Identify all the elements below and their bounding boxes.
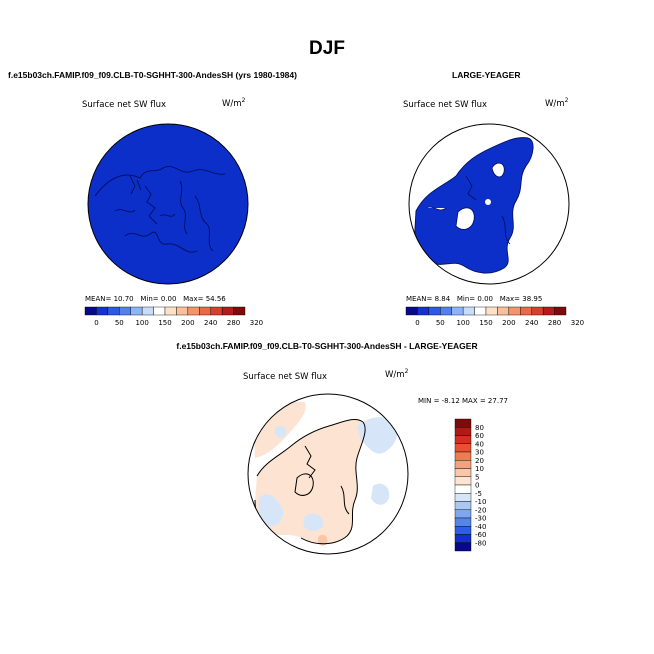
panel-2-colorbar-tick-2: 100 xyxy=(456,319,470,327)
panel-1-colorbar-tick-5: 240 xyxy=(204,319,218,327)
panel-3-colorbar-swatch-12 xyxy=(455,518,471,526)
panel-3-colorbar-swatch-7 xyxy=(455,477,471,485)
panel-3-colorbar-label-0: 80 xyxy=(475,423,484,432)
panel-3-colorbar-swatch-0 xyxy=(455,419,471,427)
panel-1-colorbar-swatch-4 xyxy=(131,307,142,315)
panel-2-colorbar-swatch-9 xyxy=(509,307,520,315)
panel-2-case-title: LARGE-YEAGER xyxy=(452,70,521,80)
panel-3-colorbar-label-3: 30 xyxy=(475,448,484,457)
panel-3-colorbar-label-4: 20 xyxy=(475,456,484,465)
panel-1-polar-map xyxy=(85,116,251,292)
panel-3-stats: MIN = -8.12 MAX = 27.77 xyxy=(418,397,508,405)
panel-2-colorbar-tick-4: 200 xyxy=(502,319,516,327)
panel-3-colorbar-label-9: -10 xyxy=(475,498,487,506)
panel-3-polar-map xyxy=(245,386,411,562)
panel-3-colorbar-swatch-2 xyxy=(455,436,471,444)
panel-3-colorbar-label-6: 5 xyxy=(475,473,480,482)
panel-1-colorbar-tick-1: 50 xyxy=(114,319,124,327)
panel-1-colorbar-swatch-1 xyxy=(96,307,107,315)
panel-1-ocean-field xyxy=(85,116,251,292)
panel-1-colorbar-swatch-2 xyxy=(108,307,119,315)
panel-3-colorbar-label-13: -60 xyxy=(475,531,487,539)
panel-1-colorbar-tick-6: 280 xyxy=(226,319,241,327)
panel-1-colorbar-swatch-8 xyxy=(176,307,187,315)
panel-3-colorbar-label-11: -30 xyxy=(475,514,487,523)
panel-3-colorbar-label-14: -80 xyxy=(475,539,487,548)
panel-2-units: $W/m^2$ xyxy=(545,97,569,109)
panel-3-case-title: f.e15b03ch.FAMIP.f09_f09.CLB-T0-SGHHT-300-AndesSH - LARGE-YEAGER xyxy=(176,341,478,351)
panel-2-colorbar-swatch-2 xyxy=(429,307,440,315)
panel-3-colorbar-label-10: -20 xyxy=(475,506,487,515)
panel-3-colorbar-swatch-3 xyxy=(455,444,471,452)
panel-3-colorbar-swatch-4 xyxy=(455,452,471,460)
panel-3-colorbar-swatch-13 xyxy=(455,526,471,534)
panel-3-colorbar-label-12: -40 xyxy=(475,522,487,531)
panel-3-colorbar-swatch-6 xyxy=(455,469,471,477)
panel-3-colorbar xyxy=(455,419,515,553)
panel-1-units: $W/m^2$ xyxy=(222,97,246,109)
panel-2-colorbar-swatch-12 xyxy=(543,307,554,315)
panel-3-colorbar-label-8: -5 xyxy=(475,489,482,498)
panel-3-colorbar-swatch-5 xyxy=(455,460,471,468)
panel-3-variable-label: Surface net SW flux xyxy=(243,372,328,382)
panel-3-colorbar-swatch-9 xyxy=(455,493,471,501)
panel-1-colorbar-swatch-0 xyxy=(85,307,96,315)
panel-2-colorbar-tick-6: 280 xyxy=(547,319,562,327)
panel-1-colorbar-swatch-12 xyxy=(222,307,233,315)
panel-2-colorbar-swatch-7 xyxy=(486,307,497,315)
panel-1-colorbar-swatch-3 xyxy=(119,307,130,315)
panel-1-colorbar-tick-7: 320 xyxy=(249,319,264,327)
panel-2-colorbar-swatch-3 xyxy=(440,307,451,315)
panel-1-colorbar-swatch-5 xyxy=(142,307,153,315)
panel-3-colorbar-swatch-1 xyxy=(455,427,471,435)
panel-2-colorbar-tick-0: 0 xyxy=(415,319,420,327)
panel-2-colorbar xyxy=(406,307,585,329)
panel-1-stats: MEAN= 10.70 Min= 0.00 Max= 54.56 xyxy=(85,295,226,303)
panel-1-colorbar xyxy=(85,307,264,329)
panel-3-colorbar-swatch-15 xyxy=(455,543,471,551)
panel-2-colorbar-swatch-0 xyxy=(406,307,417,315)
panel-2-colorbar-tick-7: 320 xyxy=(570,319,585,327)
panel-2-pole-hole xyxy=(485,199,491,205)
panel-2-colorbar-tick-5: 240 xyxy=(525,319,539,327)
panel-1-colorbar-tick-3: 150 xyxy=(158,319,172,327)
panel-2-stats: MEAN= 8.84 Min= 0.00 Max= 38.95 xyxy=(406,295,543,303)
panel-2-colorbar-swatch-1 xyxy=(417,307,428,315)
panel-3-colorbar-swatch-10 xyxy=(455,502,471,510)
panel-3-colorbar-label-5: 10 xyxy=(475,465,484,473)
panel-2-polar-map xyxy=(406,116,572,292)
panel-3-colorbar-swatch-8 xyxy=(455,485,471,493)
panel-2-colorbar-swatch-13 xyxy=(555,307,566,315)
panel-3-units: $W/m^2$ xyxy=(385,368,409,380)
panel-3-colorbar-swatch-14 xyxy=(455,535,471,543)
panel-1-colorbar-tick-0: 0 xyxy=(94,319,99,327)
panel-2-colorbar-tick-3: 150 xyxy=(479,319,493,327)
panel-1-colorbar-swatch-13 xyxy=(234,307,245,315)
panel-2-colorbar-swatch-4 xyxy=(452,307,463,315)
panel-2-colorbar-tick-1: 50 xyxy=(435,319,445,327)
panel-2-colorbar-swatch-10 xyxy=(520,307,531,315)
panel-3-colorbar-label-1: 60 xyxy=(475,432,484,440)
panel-1-case-title: f.e15b03ch.FAMIP.f09_f09.CLB-T0-SGHHT-300-AndesSH (yrs 1980-1984) xyxy=(8,70,297,80)
main-title: DJF xyxy=(309,38,345,59)
panel-1-colorbar-swatch-7 xyxy=(165,307,176,315)
panel-1-colorbar-swatch-11 xyxy=(211,307,222,315)
panel-1-colorbar-swatch-9 xyxy=(188,307,199,315)
panel-2-colorbar-swatch-11 xyxy=(532,307,543,315)
panel-2-colorbar-swatch-8 xyxy=(497,307,508,315)
panel-2-variable-label: Surface net SW flux xyxy=(403,100,488,110)
panel-1-colorbar-tick-2: 100 xyxy=(135,319,149,327)
panel-1-colorbar-swatch-10 xyxy=(199,307,210,315)
panel-2-colorbar-swatch-5 xyxy=(463,307,474,315)
panel-1-variable-label: Surface net SW flux xyxy=(82,100,167,110)
panel-3-colorbar-label-7: 0 xyxy=(475,481,480,490)
panel-3-colorbar-swatch-11 xyxy=(455,510,471,518)
panel-1-colorbar-swatch-6 xyxy=(154,307,165,315)
panel-2-colorbar-swatch-6 xyxy=(475,307,486,315)
panel-1-colorbar-tick-4: 200 xyxy=(181,319,195,327)
panel-3-colorbar-label-2: 40 xyxy=(475,440,484,449)
